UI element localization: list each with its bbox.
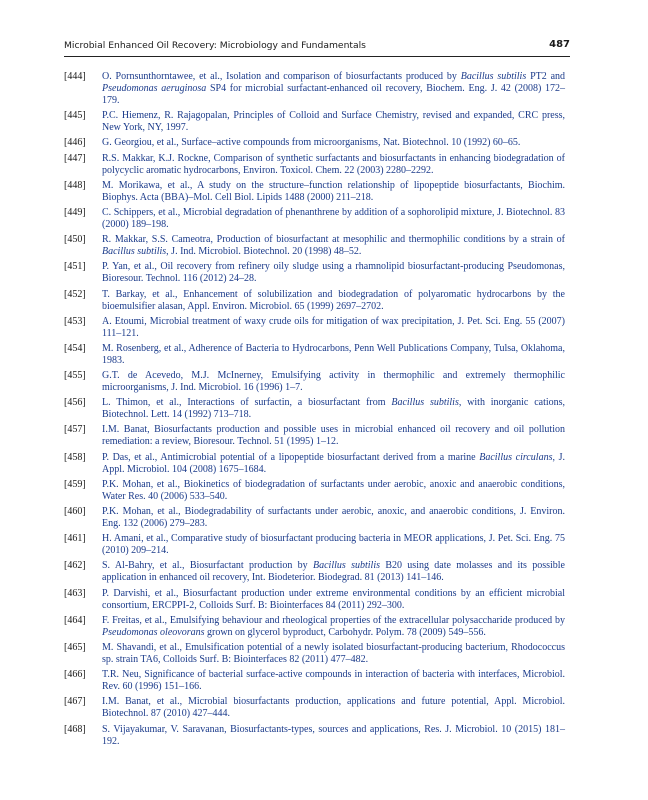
reference-number: [446] [64,137,86,149]
reference-text [102,533,565,556]
reference-text [102,289,565,312]
reference-number: [468] [64,723,86,735]
reference-text [102,669,565,692]
reference-item [64,669,565,693]
reference-segment: M. Morikawa, et al., A study on the structure–function relationship of lipopeptide biosurfactants, Biochim. Biophys. Acta (BBA)–Mol. Cell Biol. Lipids 1488 (2000) 211–218. [102,179,565,203]
reference-number: [460] [64,506,86,517]
reference-item [64,451,565,476]
reference-number: [465] [64,641,86,653]
species-name: Bacillus subtilis [313,560,380,572]
reference-segment: S. Al-Bahry, et al., Biosurfactant production by [102,560,313,572]
reference-text [102,397,565,420]
reference-number: [462] [64,560,86,572]
reference-number: [459] [64,478,86,490]
reference-text [102,370,565,393]
reference-segment: I.M. Banat, Biosurfactants production and possible uses in microbial enhanced oil recovery and oil pollution remediation: a review, Bioresour. Technol. 51 (1995) 1–12. [102,424,565,448]
reference-item [64,723,565,748]
species-name: Bacillus subtilis [460,71,527,82]
reference-item [64,397,566,421]
reference-list [64,71,566,751]
reference-number: [455] [64,370,86,382]
reference-item [64,587,565,612]
species-name: Pseudomonas aeruginosa [102,83,207,94]
reference-number: [449] [64,206,86,218]
reference-segment: O. Pornsunthorntawee, et al., Isolation and comparison of biosurfactants produced by [102,71,461,82]
reference-segment: P.K. Mohan, et al., Biodegradability of surfactants under aerobic, anoxic, and anaerobic conditions, J. Environ. Eng. 132 (2006) 279–283. [102,506,565,529]
reference-text [102,110,565,133]
reference-item [64,342,565,367]
reference-text [102,234,565,257]
reference-segment: G.T. de Acevedo, M.J. McInerney, Emulsifying activity in thermophilic and extremely thermophilic microorganisms, J. Ind. Microbiol. 16 (1996) 1–7. [102,370,565,394]
reference-text [102,642,565,665]
reference-text [102,696,565,719]
reference-text [102,724,565,747]
reference-number: [445] [64,110,86,122]
reference-segment: G. Georgiou, et al., Surface–active compounds from microorganisms, Nat. Biotechnol. 10 (1992) 60–65. [102,137,521,149]
reference-segment: I.M. Banat, et al., Microbial biosurfactants production, applications and future potential, Appl. Microbiol. Biotechnol. 87 (2010) 427–444. [102,696,565,720]
reference-segment: M. Shavandi, et al., Emulsification potential of a newly isolated biosurfactant-producing bacterium, Rhodococcus sp. strain TA6, Colloids Surf. B: Biointerfaces 82 (2011) 477–482. [102,641,565,665]
reference-segment: , J. Appl. Microbiol. 104 (2008) 1675–1684. [102,451,565,475]
species-name: Bacillus circulans [479,451,553,463]
reference-item [64,424,565,448]
reference-segment: F. Freitas, et al., Emulsifying behaviour and rheological properties of the extracellular polysaccharide produced by [102,614,565,626]
header-rule [64,56,570,57]
reference-number: [458] [64,451,86,463]
reference-item [64,288,565,313]
reference-item [64,560,565,584]
species-name: Pseudomonas oleovorans [102,626,205,638]
reference-segment: P. Yan, et al., Oil recovery from refinery oily sludge using a rhamnolipid biosurfactant-producing Pseudomonas, Bioresour. Technol. 116 (2012) 24–28. [102,261,565,285]
reference-text [102,479,565,502]
reference-segment: H. Amani, et al., Comparative study of biosurfactant producing bacteria in MEOR applications, J. Pet. Sci. Eng. 75 (2010) 209–214. [102,533,565,557]
reference-item [64,478,565,503]
reference-segment: SP4 for microbial surfactant-enhanced oil recovery, Biochem. Eng. J. 42 (2008) 172–179. [102,83,565,106]
reference-text [102,316,565,339]
reference-number: [463] [64,587,86,599]
reference-number: [454] [64,342,86,354]
reference-item [64,152,565,177]
reference-text [102,137,520,148]
reference-segment: A. Etoumi, Microbial treatment of waxy crude oils for mitigation of wax precipitation, J. Pet. Sci. Eng. 55 (2007) 111–121. [102,315,565,339]
reference-item [64,506,565,530]
reference-item [64,696,565,720]
reference-text [102,207,565,230]
reference-segment: P.K. Mohan, et al., Biokinetics of biodegradation of surfactants under aerobic, anoxic and anaerobic conditions, Water Res. 40 (2006) 533–540. [102,478,565,502]
reference-item [64,641,565,666]
reference-item [64,110,565,134]
reference-segment: L. Thimon, et al., Interactions of surfactin, a biosurfactant from [102,397,392,409]
reference-number: [453] [64,315,86,327]
reference-text [102,506,565,529]
reference-text [102,588,565,611]
reference-segment: C. Schippers, et al., Microbial degradation of phenanthrene by addition of a sophorolipid mixture, J. Biotechnol. 83 (2000) 189–198. [102,206,565,230]
reference-item [64,234,565,258]
reference-item [64,206,565,231]
reference-segment: grown on glycerol byproduct, Carbohydr. Polym. 78 (2009) 549–556. [204,626,486,638]
reference-item [64,533,565,557]
reference-number: [466] [64,669,86,681]
reference-text [102,153,565,176]
reference-item [64,137,565,149]
reference-segment: T.R. Neu, Significance of bacterial surface-active compounds in interaction of bacteria with interfaces, Microbiol. Rev. 60 (1996) 151–166. [102,669,565,693]
reference-number: [464] [64,614,86,626]
reference-segment: P.C. Hiemenz, R. Rajagopalan, Principles of Colloid and Surface Chemistry, revised and expanded, CRC press, New York, NY, 1997. [102,110,565,134]
reference-number: [444] [64,71,86,82]
reference-item [64,261,565,285]
reference-number: [461] [64,533,86,545]
reference-item [64,614,565,639]
reference-segment: P. Darvishi, et al., Biosurfactant production under extreme environmental conditions by an efficient microbial consortium, ERCPPI-2, Colloids Surf. B: Biointerfaces 84 (2011) 292–300. [102,587,565,611]
reference-segment: B20 using date molasses and its possible application in enhanced oil recovery, Int. Biodeterior. Biodegrad. 81 (2013) 141–146. [102,560,565,584]
reference-number: [457] [64,424,86,436]
reference-segment: T. Barkay, et al., Enhancement of solubilization and biodegradation of polyaromatic hydrocarbons by the bioemulsifier alasan, Appl. Environ. Microbiol. 65 (1999) 2697–2702. [102,288,565,312]
reference-segment: R.S. Makkar, K.J. Rockne, Comparison of synthetic surfactants and biosurfactants in enhancing biodegradation of polycyclic aromatic hydrocarbons, Environ. Toxicol. Chem. 22 (2003) 2280–2292. [102,152,565,176]
reference-number: [450] [64,234,86,246]
reference-item [64,370,565,394]
reference-segment: , with inorganic cations, Biotechnol. Lett. 14 (1992) 713–718. [102,397,566,421]
reference-segment: PT2 and [526,71,566,82]
running-header [64,39,570,53]
reference-number: [448] [64,179,86,191]
reference-number: [456] [64,397,86,409]
species-name: Bacillus subtilis [391,397,459,409]
reference-item [64,315,565,340]
running-title: Microbial Enhanced Oil Recovery: Microbiology and Fundamentals [64,40,366,51]
reference-text [102,343,565,366]
reference-text [102,452,565,475]
reference-item [64,71,566,107]
reference-segment: R. Makkar, S.S. Cameotra, Production of biosurfactant at mesophilic and thermophilic conditions by a strain of [102,234,565,246]
reference-segment: P. Das, et al., Antimicrobial potential of a lipopeptide biosurfactant derived from a marine [102,451,480,463]
reference-number: [467] [64,696,86,708]
reference-text [102,261,565,284]
reference-segment: M. Rosenberg, et al., Adherence of Bacteria to Hydrocarbons, Penn Well Publications Company, Tulsa, Oklahoma, 1983. [102,342,565,366]
reference-segment: , J. Ind. Microbiol. Biotechnol. 20 (1998) 48–52. [166,246,362,258]
reference-number: [447] [64,152,86,164]
reference-text [102,560,565,583]
reference-number: [452] [64,288,86,300]
species-name: Bacillus subtilis [102,246,167,258]
reference-segment: S. Vijayakumar, V. Saravanan, Biosurfactants-types, sources and applications, Res. J. Microbiol. 10 (2015) 181–192. [102,723,565,747]
reference-text [102,71,565,106]
reference-text [102,615,565,638]
reference-text [102,424,565,447]
page-number: 487 [549,39,570,50]
reference-item [64,179,565,204]
reference-number: [451] [64,261,86,273]
reference-text [102,180,565,203]
